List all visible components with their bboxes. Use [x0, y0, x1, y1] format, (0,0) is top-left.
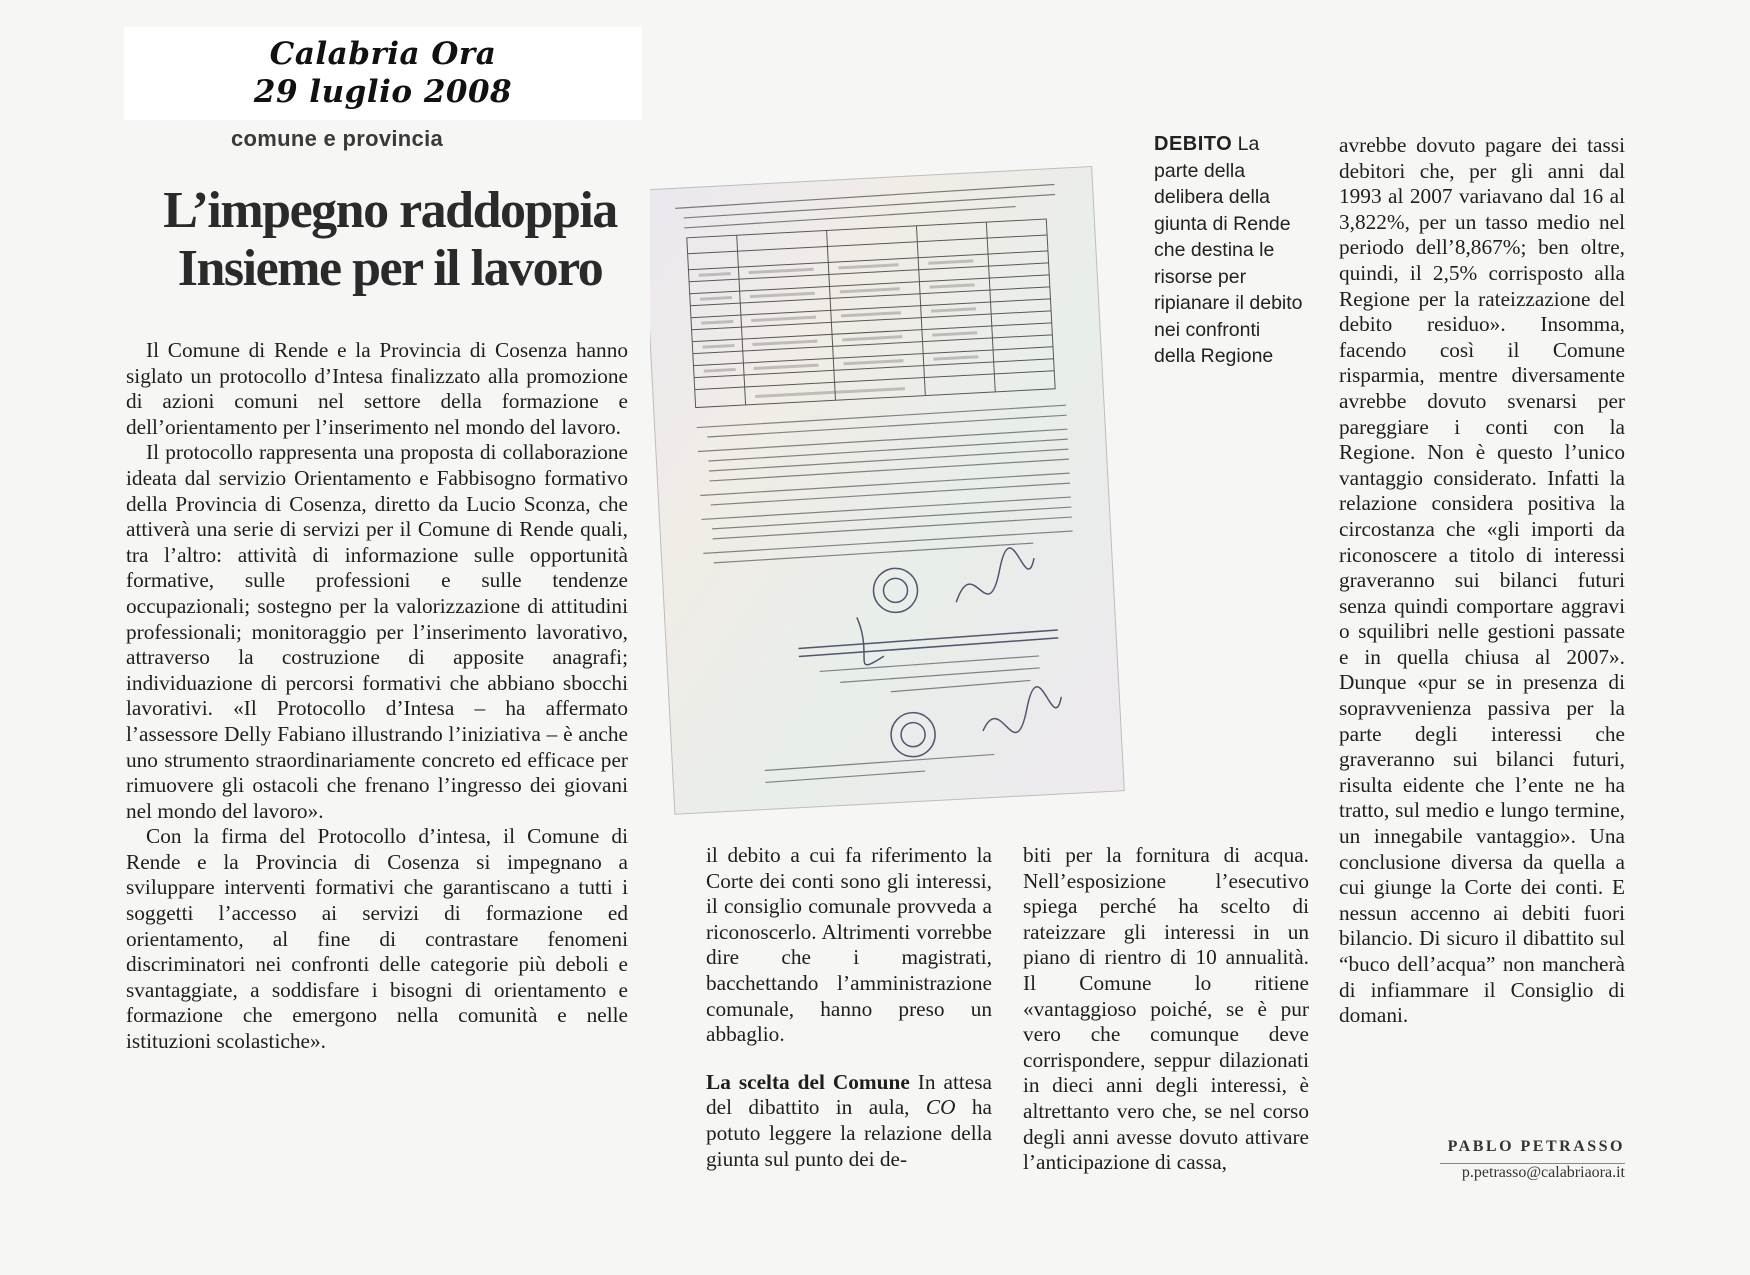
debt-paragraph-3: biti per la fornitura di acqua. Nell’esposizione l’esecutivo spiega perché ha scelto di rateizzare gli interessi in un piano di rientro di 10 annualità. Il Comune lo ritiene «vantaggioso poiché, se è pur vero che comunque deve corrispondere, seppur dilazionati in dieci anni degli interessi, è altrettanto vero che, se nel corso degli anni avesse dovuto attivare l’anticipazione di cassa, [1023, 843, 1309, 1175]
article-paragraph-1: Il Comune di Rende e la Provincia di Cosenza hanno siglato un protocollo d’Intesa finalizzato alla promozione di azioni comuni nel settore della formazione e dell’orientamento per l’inserimento nel mondo del lavoro. [126, 338, 628, 439]
headline-line-1: L’impegno raddoppia [163, 182, 617, 239]
debt-paragraph-2-start: In attesa del dibattito in aula, [706, 1069, 992, 1120]
debt-paragraph-1: il debito a cui fa riferimento la Corte dei conti sono gli interessi, il consiglio comunale provveda a riconoscerlo. Altrimenti vorrebbe dire che i magistrati, bacchettando l’amministrazione comunale, hanno preso un abbaglio. [706, 843, 992, 1047]
article-column-1 [126, 338, 628, 1055]
author-email: p.petrasso@calabriaora.it [1461, 1164, 1625, 1181]
debt-paragraph-2 [706, 1070, 992, 1172]
debt-paragraph-4: avrebbe dovuto pagare dei tassi debitori che, per gli anni dal 1993 al 2007 variavano dal 16 al 3,822%, per un tasso medio nel periodo dell’8,867%; ben oltre, quindi, il 2,5% corrisposto alla Regione per la rateizzazione del debito residuo». Insomma, facendo così il Comune risparmia, mentre diversamente avrebbe dovuto svenarsi per pareggiare i conti con la Regione. Non è questo l’unico vantaggio considerato. Infatti la relazione considera positiva la circostanza che «gli importi da riconoscere a titolo di interessi graveranno sui bilanci futuri senza quindi comportare aggravi o squilibri nelle gestioni passate e in quella chiusa al 2007». Dunque «pur se in presenza di sopravvenienza passiva per la parte degli interessi che graveranno sui bilanci futuri, risulta eidente che l’ente ne ha tratto, sul medio e lungo termine, un innegabile vantaggio». Una conclusione diversa da quella a cui giunge la Corte dei conti. E nessun accenno ai debiti fuori bilancio. Di sicuro il dibattito sul “buco dell’acqua” non mancherà di infiammare il Consiglio di domani. [1339, 133, 1625, 1028]
headline-line-2: Insieme per il lavoro [177, 240, 603, 297]
article-column-3 [1023, 843, 1309, 1176]
debt-paragraph-2-end: ha potuto leggere la relazione della giunta sul punto dei de- [706, 1095, 992, 1171]
co-initials: CO [925, 1095, 956, 1120]
newspaper-source-label [124, 27, 642, 120]
delibera-document-photo [650, 135, 1150, 830]
article-column-4 [1339, 133, 1625, 1029]
source-date: 29 luglio 2008 [253, 74, 513, 110]
subhead-scelta-comune: La scelta del Comune [706, 1069, 910, 1094]
section-title: comune e provincia [231, 126, 444, 151]
caption-text: La parte della delibera della giunta di Rende che destina le risorse per ripianare il debito nei confronti della Regione [1154, 133, 1303, 367]
article-paragraph-2: Il protocollo rappresenta una proposta di collaborazione ideata dal servizio Orientamento e Fabbisogno formativo della Provincia di Cosenza, diretto da Lucio Sconza, che attiverà una serie di servizi per il Comune di Rende quali, tra l’altro: attività di informazione sulle opportunità formative, sulle professioni e sulle tendenze occupazionali; sostegno per la valorizzazione di attitudini professionali; monitoraggio per l’inserimento lavorativo, attraverso la costruzione di apposite anagrafi; individuazione di percorsi formativi che abbiano sbocchi lavorativi. «Il Protocollo d’Intesa – ha affermato l’assessore Delly Fabiano illustrando l’iniziativa – è anche uno strumento straordinariamente concreto ed efficace per rimuovere gli ostacoli che frenano l’ingresso dei giovani nel mondo del lavoro». [126, 440, 628, 823]
source-title: Calabria Ora [269, 36, 497, 72]
headline [130, 182, 650, 298]
article-column-2 [706, 843, 992, 1172]
author-byline: PABLO PETRASSO [1447, 1138, 1625, 1155]
photo-caption [1154, 131, 1304, 370]
article-paragraph-3: Con la firma del Protocollo d’intesa, il Comune di Rende e la Provincia di Cosenza si impegnano a sviluppare interventi formativi che garantiscano a tutti i soggetti l’accesso ai servizi di formazione ed orientamento, al fine di contrastare fenomeni discriminatori nei confronti delle categorie più deboli e svantaggiate, a soddisfare i bisogni di orientamento e formazione che emergono nella comunità e nelle istituzioni scolastiche». [126, 824, 628, 1054]
caption-heading: DEBITO [1154, 133, 1233, 155]
